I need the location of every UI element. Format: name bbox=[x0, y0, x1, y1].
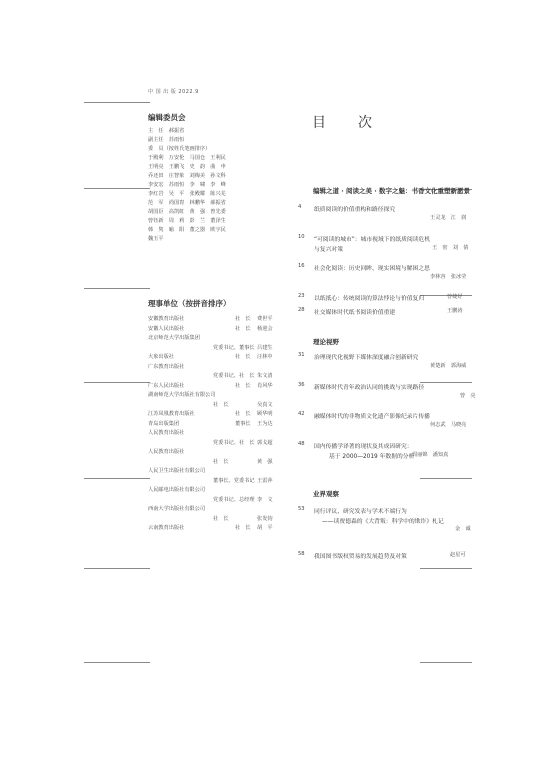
unit-person: 吴真文 bbox=[257, 401, 273, 408]
unit-role: 党委书记、总经理 bbox=[213, 496, 255, 503]
board-title: 编辑委员会 bbox=[148, 113, 186, 122]
rule-right-2 bbox=[420, 295, 472, 296]
unit-row bbox=[148, 325, 288, 335]
unit-name: 安徽人民出版社 bbox=[148, 325, 185, 332]
toc-page-number: 58 bbox=[298, 551, 305, 557]
rule-right-5 bbox=[420, 568, 472, 569]
toc-section-title: 业界观察 bbox=[313, 490, 339, 498]
toc-entry-title[interactable]: 治理现代化视野下媒体深度融合创新研究 bbox=[314, 355, 419, 361]
unit-row bbox=[148, 391, 288, 401]
toc-page-number: 23 bbox=[298, 293, 305, 299]
unit-role: 社 长 bbox=[235, 411, 251, 417]
toc-authors: 李林容 张冰莹 bbox=[430, 274, 467, 280]
unit-row bbox=[148, 467, 288, 477]
unit-row bbox=[148, 458, 288, 468]
toc-entry-title[interactable]: 社会化阅读：历史回眸、现实困境与解困之思 bbox=[314, 266, 430, 272]
toc-authors: 曾 亮 bbox=[460, 393, 476, 399]
board-row: 曾钰新 周 莉 彭 兰 董泽生 bbox=[148, 218, 226, 224]
toc-page-number: 10 bbox=[298, 234, 305, 240]
unit-name: 云南教育出版社 bbox=[148, 525, 185, 531]
toc-page-number: 36 bbox=[298, 382, 305, 388]
unit-role: 社 长 bbox=[235, 525, 251, 531]
rule-left-4 bbox=[84, 382, 150, 383]
unit-name: 青岛出版集团 bbox=[148, 420, 180, 427]
board-row: 委 员（按姓氏笔画排序） bbox=[148, 146, 211, 152]
toc-page-number: 31 bbox=[298, 352, 305, 358]
unit-name: 西南大学出版社有限公司 bbox=[148, 506, 206, 512]
unit-row bbox=[148, 372, 288, 382]
board-row: 副主任 苏雨恒 bbox=[148, 137, 185, 143]
unit-row bbox=[148, 344, 288, 354]
unit-person: 吕建生 bbox=[257, 344, 273, 351]
unit-name: 安徽教育出版社 bbox=[148, 316, 185, 322]
units-list bbox=[148, 315, 288, 534]
unit-person: 杨迎会 bbox=[257, 325, 273, 332]
unit-name: 北京师范大学出版集团 bbox=[148, 335, 200, 341]
toc-authors: 王灵龙 江 润 bbox=[430, 215, 467, 221]
unit-person: 顾华明 bbox=[257, 411, 273, 417]
toc-authors: 王 密 刘 倩 bbox=[432, 245, 469, 251]
toc-title: 目 次 bbox=[312, 115, 381, 131]
journal-header: 中 国 出 版 2022.9 bbox=[148, 89, 199, 95]
unit-role: 社 长 bbox=[213, 515, 229, 522]
toc-authors: 周丽锦 潘知真 bbox=[412, 452, 449, 458]
unit-row bbox=[148, 429, 288, 439]
toc-page-number: 42 bbox=[298, 411, 305, 417]
unit-role: 社 长 bbox=[235, 316, 251, 322]
unit-name: 人民教育出版社 bbox=[148, 449, 185, 455]
toc-authors: 王鹏涛 bbox=[447, 308, 463, 314]
unit-person: 肖风华 bbox=[257, 382, 273, 389]
board-row: 李红岩 吴 平 张殿耀 陈兴芜 bbox=[148, 191, 226, 197]
toc-section-title: 理论视野 bbox=[313, 338, 339, 346]
toc-authors: 金 诚 bbox=[455, 526, 471, 532]
unit-person: 费世平 bbox=[257, 316, 273, 322]
board-row: 韩 隽 喻 阳 董之器 欧宇民 bbox=[148, 227, 226, 233]
unit-name: 人民教育出版社 bbox=[148, 430, 185, 436]
board-row: 李安宏 苏雨恒 李 啸 李 峰 bbox=[148, 182, 226, 188]
toc-page-number: 4 bbox=[298, 204, 302, 210]
unit-row bbox=[148, 363, 288, 373]
unit-role: 董事长 bbox=[235, 420, 251, 427]
rule-left-7 bbox=[84, 662, 150, 663]
board-row: 于殿利 万安伦 马国仓 王利民 bbox=[148, 155, 226, 161]
toc-section-title: 编辑之道 · 阅读之美 · 数字之魅：书香文化重塑新愿景 bbox=[313, 187, 470, 195]
rule-right-6 bbox=[420, 662, 472, 663]
unit-person: 王雷萍 bbox=[257, 477, 273, 484]
toc-entry-title[interactable]: 国内传播学译著的现状及其成因研究： bbox=[314, 444, 413, 450]
unit-person: 张发钧 bbox=[257, 515, 273, 522]
toc-entry-title[interactable]: 以纸抵心：传统阅读的算法悖论与价值复归 bbox=[314, 296, 425, 302]
unit-person: 王为达 bbox=[257, 420, 273, 427]
unit-name: 人民邮电出版社有限公司 bbox=[148, 487, 206, 493]
unit-name: 大象出版社 bbox=[148, 354, 174, 360]
unit-name: 湖南师范大学出版社有限公司 bbox=[148, 392, 216, 398]
unit-row bbox=[148, 496, 288, 506]
unit-row bbox=[148, 439, 288, 449]
unit-row bbox=[148, 505, 288, 515]
unit-person: 朱文清 bbox=[257, 373, 273, 379]
board-row: 范 军 尚国胄 林鹏华 郝振省 bbox=[148, 200, 226, 206]
rule-left-6 bbox=[84, 568, 150, 569]
unit-name: 江苏凤凰教育出版社 bbox=[148, 411, 195, 417]
toc-entry-title[interactable]: 融媒体时代的非物质文化遗产影像纪录片传播 bbox=[314, 414, 430, 420]
rule-left-2 bbox=[84, 188, 150, 189]
unit-person: 汪林中 bbox=[257, 354, 273, 360]
board-list bbox=[148, 127, 273, 244]
toc-page-number: 16 bbox=[298, 263, 305, 269]
unit-role: 社 长 bbox=[235, 354, 251, 360]
toc-entry-title[interactable]: 同行评议、研究发表与学术不端行为 bbox=[314, 509, 407, 515]
unit-row bbox=[148, 448, 288, 458]
unit-role: 社 长 bbox=[235, 382, 251, 389]
rule-left-3 bbox=[84, 288, 150, 289]
unit-row bbox=[148, 401, 288, 411]
toc-entry-title[interactable]: 我国图书版权贸易的发展趋势及对策 bbox=[314, 554, 407, 560]
unit-role: 社 长 bbox=[213, 401, 229, 408]
toc-page-number: 28 bbox=[298, 307, 305, 313]
board-row: 王明亮 王鹏飞 史 韵 曲 申 bbox=[148, 164, 226, 170]
toc-authors: 赵星可 bbox=[450, 552, 466, 558]
unit-name: 人民卫生出版社有限公司 bbox=[148, 468, 206, 474]
unit-role: 党委书记、社 长 bbox=[213, 439, 255, 446]
unit-name: 广东人民出版社 bbox=[148, 382, 185, 389]
rule-right-4 bbox=[420, 478, 472, 479]
unit-row bbox=[148, 515, 288, 525]
board-row: 乔还田 庄智象 刘梅美 孙文科 bbox=[148, 173, 226, 179]
rule-left-5 bbox=[84, 478, 150, 479]
unit-person: 胡 平 bbox=[257, 525, 273, 531]
toc-entry-title[interactable]: 纸质阅读的价值重构和路径探究 bbox=[314, 207, 396, 213]
toc-entry-title[interactable]: “可阅读的城市”：城市视域下的纸质阅读危机 bbox=[314, 237, 431, 243]
unit-row bbox=[148, 353, 288, 363]
toc-entry-title[interactable]: 与复兴对策 bbox=[314, 247, 343, 253]
toc-page-number: 48 bbox=[298, 441, 305, 447]
toc-entry-title[interactable]: ——读贾德森的《大背叛：科学中的欺诈》札记 bbox=[322, 519, 444, 525]
unit-row bbox=[148, 477, 288, 487]
board-row: 胡国臣 高凯虹 黄 强 曾先委 bbox=[148, 209, 226, 215]
unit-role: 社 长 bbox=[235, 325, 251, 332]
unit-row bbox=[148, 410, 288, 420]
unit-role: 社 长 bbox=[213, 458, 229, 465]
unit-role: 党委书记、董事长 bbox=[213, 344, 255, 351]
toc-entry-title[interactable]: 社交媒体时代纸书阅读价值重建 bbox=[314, 310, 396, 316]
rule-left-1 bbox=[84, 102, 150, 103]
toc-entry-title[interactable]: 基于 2000—2019 年数据的分析 bbox=[329, 454, 415, 460]
unit-row bbox=[148, 334, 288, 344]
board-row: 魏玉平 bbox=[148, 236, 164, 242]
toc-authors: 何志武 马晓亮 bbox=[430, 422, 467, 428]
toc-page-number: 53 bbox=[298, 506, 305, 512]
unit-role: 董事长、党委书记 bbox=[213, 477, 255, 484]
unit-person: 黄 强 bbox=[257, 458, 273, 465]
toc-authors: 黄楚新 郭海威 bbox=[430, 363, 467, 369]
unit-row bbox=[148, 420, 288, 430]
unit-row bbox=[148, 524, 288, 534]
unit-person: 郭戈超 bbox=[257, 439, 273, 446]
unit-row bbox=[148, 486, 288, 496]
unit-person: 李 文 bbox=[257, 496, 273, 503]
rule-right-3 bbox=[420, 382, 472, 383]
toc-authors: 曾婕妤 bbox=[447, 294, 463, 300]
units-title: 理事单位（按拼音排序） bbox=[148, 299, 231, 308]
unit-role: 党委书记、社 长 bbox=[213, 373, 255, 379]
board-row: 主 任 郝振省 bbox=[148, 128, 185, 134]
toc-entry-title[interactable]: 新媒体时代青年政治认同的挑战与实现路径 bbox=[314, 385, 425, 391]
unit-name: 广东教育出版社 bbox=[148, 363, 185, 370]
unit-row bbox=[148, 315, 288, 325]
unit-row bbox=[148, 382, 288, 392]
